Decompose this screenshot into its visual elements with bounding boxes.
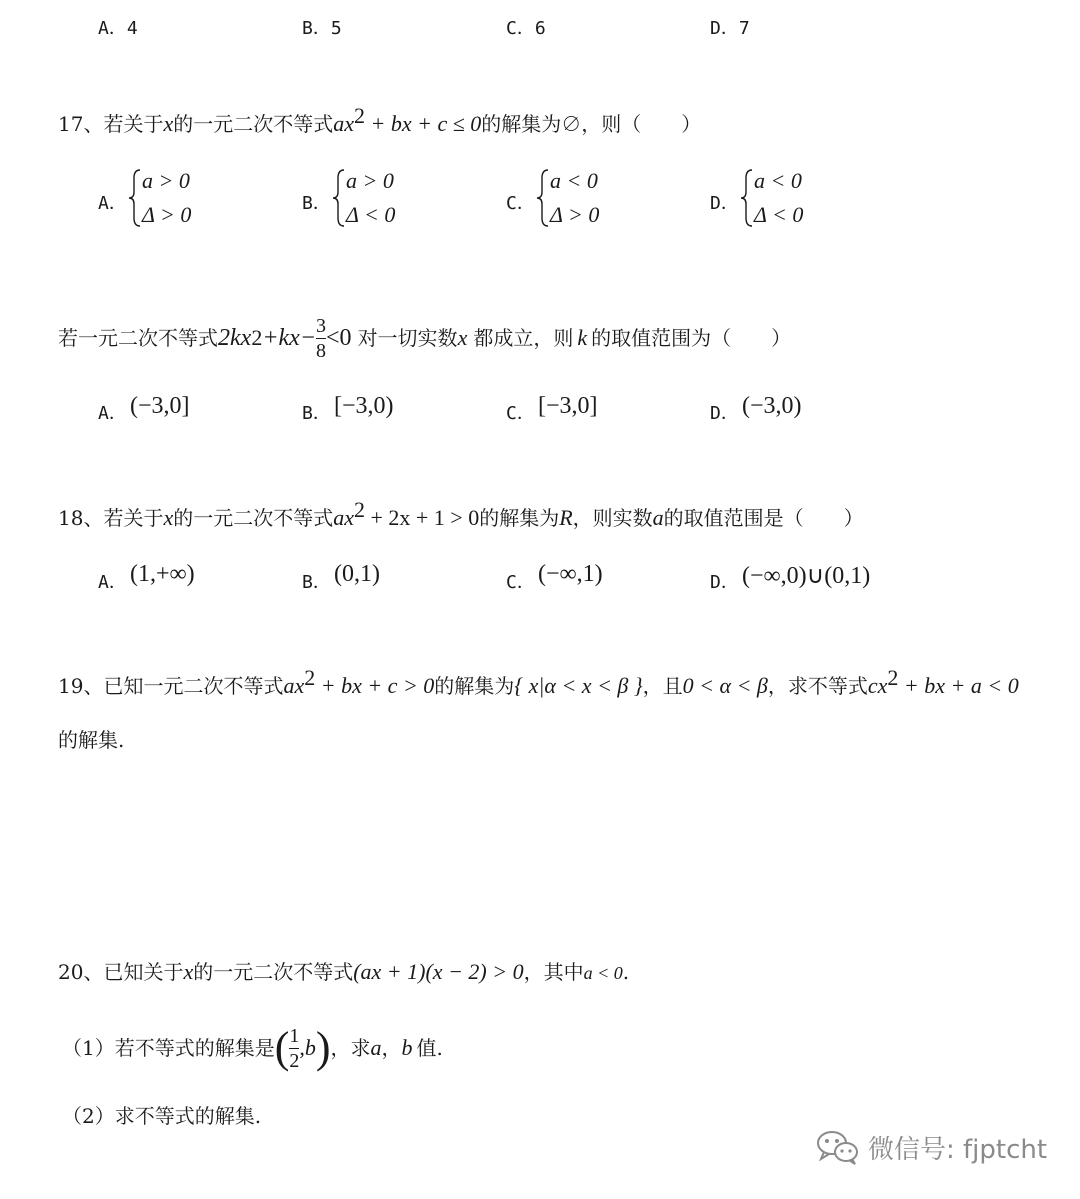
q20-part1: （1）若不等式的解集是 ( $\frac{1}{2}$ ,b ) ，求 a ， b 值. — [62, 1023, 443, 1072]
qx-option-c-label: C． — [506, 403, 535, 424]
q17-option-b-system: a > 0 Δ < 0 — [332, 168, 422, 228]
q18-option-a-label: A． — [98, 572, 127, 593]
qx-option-d-value: (−3,0) — [742, 393, 802, 419]
watermark — [816, 1128, 1047, 1166]
q18-option-d-label: D． — [710, 572, 739, 593]
q19-number: 19、 — [58, 674, 104, 698]
q17-option-c-label: C． — [506, 193, 535, 214]
q16-option-a: A．4 — [98, 18, 138, 39]
q18-option-b-value: (0,1) — [334, 561, 380, 587]
q19-line2: 的解集. — [58, 728, 125, 752]
q18-option-a-value: (1,+∞) — [130, 561, 195, 587]
brace-icon — [740, 168, 754, 228]
q18-option-c-value: (−∞,1) — [538, 561, 603, 587]
q17-option-a-label: A． — [98, 193, 127, 214]
q18-option-c-label: C． — [506, 572, 535, 593]
qx-fraction: $\frac{3}{8}$ — [316, 314, 327, 362]
q17-option-d-label: D． — [710, 193, 739, 214]
q17-option-a-system: a > 0 Δ > 0 — [128, 168, 218, 228]
q17-option-b-label: B． — [302, 193, 331, 214]
q20-stem: 20、已知关于x的一元二次不等式(ax + 1)(x − 2) > 0，其中a < 0. — [58, 959, 630, 984]
q16-option-d: D．7 — [710, 18, 750, 39]
qx-option-d-label: D． — [710, 403, 739, 424]
qx-option-b-value: [−3,0) — [334, 393, 394, 419]
q17-option-d-system: a < 0 Δ < 0 — [740, 168, 830, 228]
watermark-text: 微信号: fjptcht — [868, 1134, 1048, 1165]
q20-fraction: $\frac{1}{2}$ — [289, 1024, 300, 1072]
qx-stem: 若一元二次不等式 2kx 2 +kx− $\frac{3}{8}$ <0 对一切实数 x 都成立，则 k 的取值范围为（ ） — [58, 314, 792, 362]
qx-option-a-value: (−3,0] — [130, 393, 190, 419]
brace-icon — [128, 168, 142, 228]
q16-option-b: B．5 — [302, 18, 342, 39]
qx-option-b-label: B． — [302, 403, 331, 424]
wechat-icon — [816, 1128, 860, 1166]
q17-number: 17、 — [58, 112, 104, 136]
qx-option-c-value: [−3,0] — [538, 393, 598, 419]
q17-stem: 17、若关于x的一元二次不等式$ax^2$ + bx + c ≤ 0的解集为∅，则（ ） — [58, 103, 702, 136]
brace-icon — [536, 168, 550, 228]
q16-option-c: C．6 — [506, 18, 546, 39]
q18-number: 18、 — [58, 506, 104, 530]
q20-number: 20、 — [58, 960, 104, 984]
q18-stem: 18、若关于x的一元二次不等式$ax^2 + 2x + 1 > 0$的解集为R，则实数a的取值范围是（ ） — [58, 497, 864, 530]
q18-option-b-label: B． — [302, 572, 331, 593]
q20-part2: （2）求不等式的解集. — [62, 1104, 262, 1128]
q17-option-c-system: a < 0 Δ > 0 — [536, 168, 626, 228]
brace-icon — [332, 168, 346, 228]
q18-option-d-value: (−∞,0)∪(0,1) — [742, 563, 871, 589]
qx-option-a-label: A． — [98, 403, 127, 424]
q19-stem: 19、已知一元二次不等式$ax^2$ + bx + c > 0的解集为{ x|α < x < β }，且0 < α < β，求不等式$cx^2$ + bx + a < 0 — [58, 665, 1019, 698]
